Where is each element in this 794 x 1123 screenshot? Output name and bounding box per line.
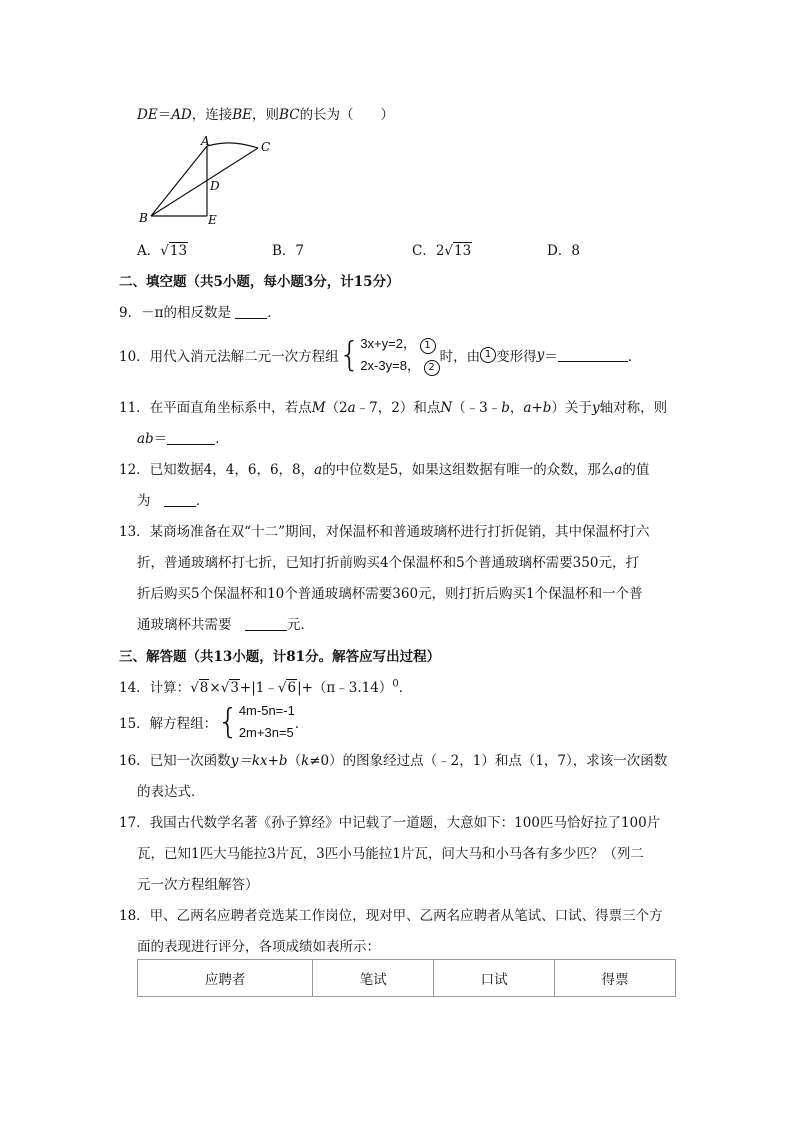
answer-blank[interactable] bbox=[245, 617, 287, 631]
question-13-line-2: 折，普通玻璃杯打七折，已知打折前购买4个保温杯和5个普通玻璃杯需要350元，打 bbox=[137, 555, 639, 571]
question-17-line-1: 17．我国古代数学名著《孙子算经》中记载了一道题，大意如下：100匹马恰好拉了100片 bbox=[119, 815, 661, 831]
question-10: 10．用代入消元法解二元一次方程组{3x+y=2， 1 2x-3y=8， 2时，由 1 变形得y＝ ． bbox=[119, 335, 642, 375]
header-oral-test: 口试 bbox=[434, 960, 555, 997]
question-12-line-1: 12．已知数据4，4，6，6，8，a的中位数是5，如果这组数据有唯一的众数，那么a的值 bbox=[119, 462, 650, 478]
question-18-line-1: 18．甲、乙两名应聘者竞选某工作岗位，现对甲、乙两名应聘者从笔试、口试、得票三个方 bbox=[119, 908, 663, 924]
question-13-line-1: 13．某商场准备在双“十二”期间，对保温杯和普通玻璃杯进行打折促销，其中保温杯打六 bbox=[119, 524, 650, 540]
question-13-line-4: 通玻璃杯共需要 元． bbox=[137, 617, 314, 633]
brace-symbol: { bbox=[338, 335, 361, 375]
question-9: 9．－π的相反数是 ． bbox=[119, 305, 281, 321]
answer-blank[interactable] bbox=[235, 305, 267, 319]
question-13-line-3: 折后购买5个保温杯和10个普通玻璃杯需要360元，则打折后购买1个保温杯和一个普 bbox=[137, 586, 643, 602]
question-11-line-2: ab＝ ． bbox=[137, 431, 229, 447]
header-written-test: 笔试 bbox=[313, 960, 434, 997]
question-16-line-1: 16．已知一次函数y＝kx+b（k≠0）的图象经过点（﹣2，1）和点（1，7），求该一次函数 bbox=[119, 753, 668, 769]
label-d: D bbox=[210, 179, 220, 193]
answer-blank[interactable] bbox=[167, 431, 215, 445]
question-18-line-2: 面的表现进行评分，各项成绩如表所示： bbox=[137, 939, 380, 955]
question-17-line-2: 瓦，已知1匹大马能拉3片瓦，3匹小马能拉1片瓦，问大马和小马各有多少匹？（列二 bbox=[137, 846, 644, 862]
answer-blank[interactable] bbox=[558, 348, 628, 362]
sqrt-symbol: √13 bbox=[444, 243, 472, 259]
sqrt-symbol: √6 bbox=[277, 680, 297, 696]
q8-option-d[interactable]: D．8 bbox=[547, 243, 580, 259]
equation-system: 3x+y=2， 1 2x-3y=8， 2 bbox=[360, 333, 439, 377]
header-votes: 得票 bbox=[555, 960, 676, 997]
question-17-line-3: 元一次方程组解答） bbox=[137, 877, 259, 893]
curve-ac bbox=[207, 143, 258, 148]
section-2-heading: 二、填空题（共5小题，每小题3分，计15分） bbox=[119, 274, 400, 290]
sqrt-symbol: √3 bbox=[220, 680, 239, 696]
header-candidate: 应聘者 bbox=[138, 960, 313, 997]
question-14: 14．计算：√8×√3+|1﹣√6|+（π﹣3.14）$^0$． bbox=[119, 678, 413, 696]
question-12-line-2: 为 ． bbox=[137, 493, 210, 509]
section-3-heading: 三、解答题（共13小题，计81分。解答应写出过程） bbox=[119, 649, 441, 665]
q8-option-a[interactable]: A．√13 bbox=[137, 243, 188, 259]
segment-bc bbox=[151, 148, 258, 216]
label-e: E bbox=[208, 213, 217, 227]
answer-blank[interactable] bbox=[164, 493, 196, 507]
label-b: B bbox=[139, 211, 148, 225]
sqrt-symbol: √8 bbox=[190, 680, 209, 696]
question-16-line-2: 的表达式． bbox=[137, 784, 205, 800]
brace-symbol: { bbox=[217, 702, 239, 742]
segment-ab bbox=[151, 146, 207, 216]
table-header-row bbox=[138, 960, 676, 997]
question-11-line-1: 11．在平面直角坐标系中，若点M（2a﹣7，2）和点N（﹣3﹣b，a+b）关于y轴对称，则 bbox=[119, 400, 668, 416]
label-a: A bbox=[201, 134, 210, 148]
question-15: 15．解方程组：{4m-5n=-1 2m+3n=5． bbox=[119, 702, 309, 742]
q8-option-b[interactable]: B．7 bbox=[272, 243, 305, 259]
q8-tail-line: DE＝AD，连接BE，则BC的长为（ ） bbox=[137, 107, 395, 123]
sqrt-symbol: √13 bbox=[160, 243, 188, 259]
geometry-figure bbox=[135, 132, 280, 227]
label-c: C bbox=[261, 140, 271, 154]
q8-option-c[interactable]: C．2√13 bbox=[412, 243, 472, 259]
score-table bbox=[137, 959, 676, 997]
equation-system: 4m-5n=-1 2m+3n=5 bbox=[238, 703, 295, 740]
